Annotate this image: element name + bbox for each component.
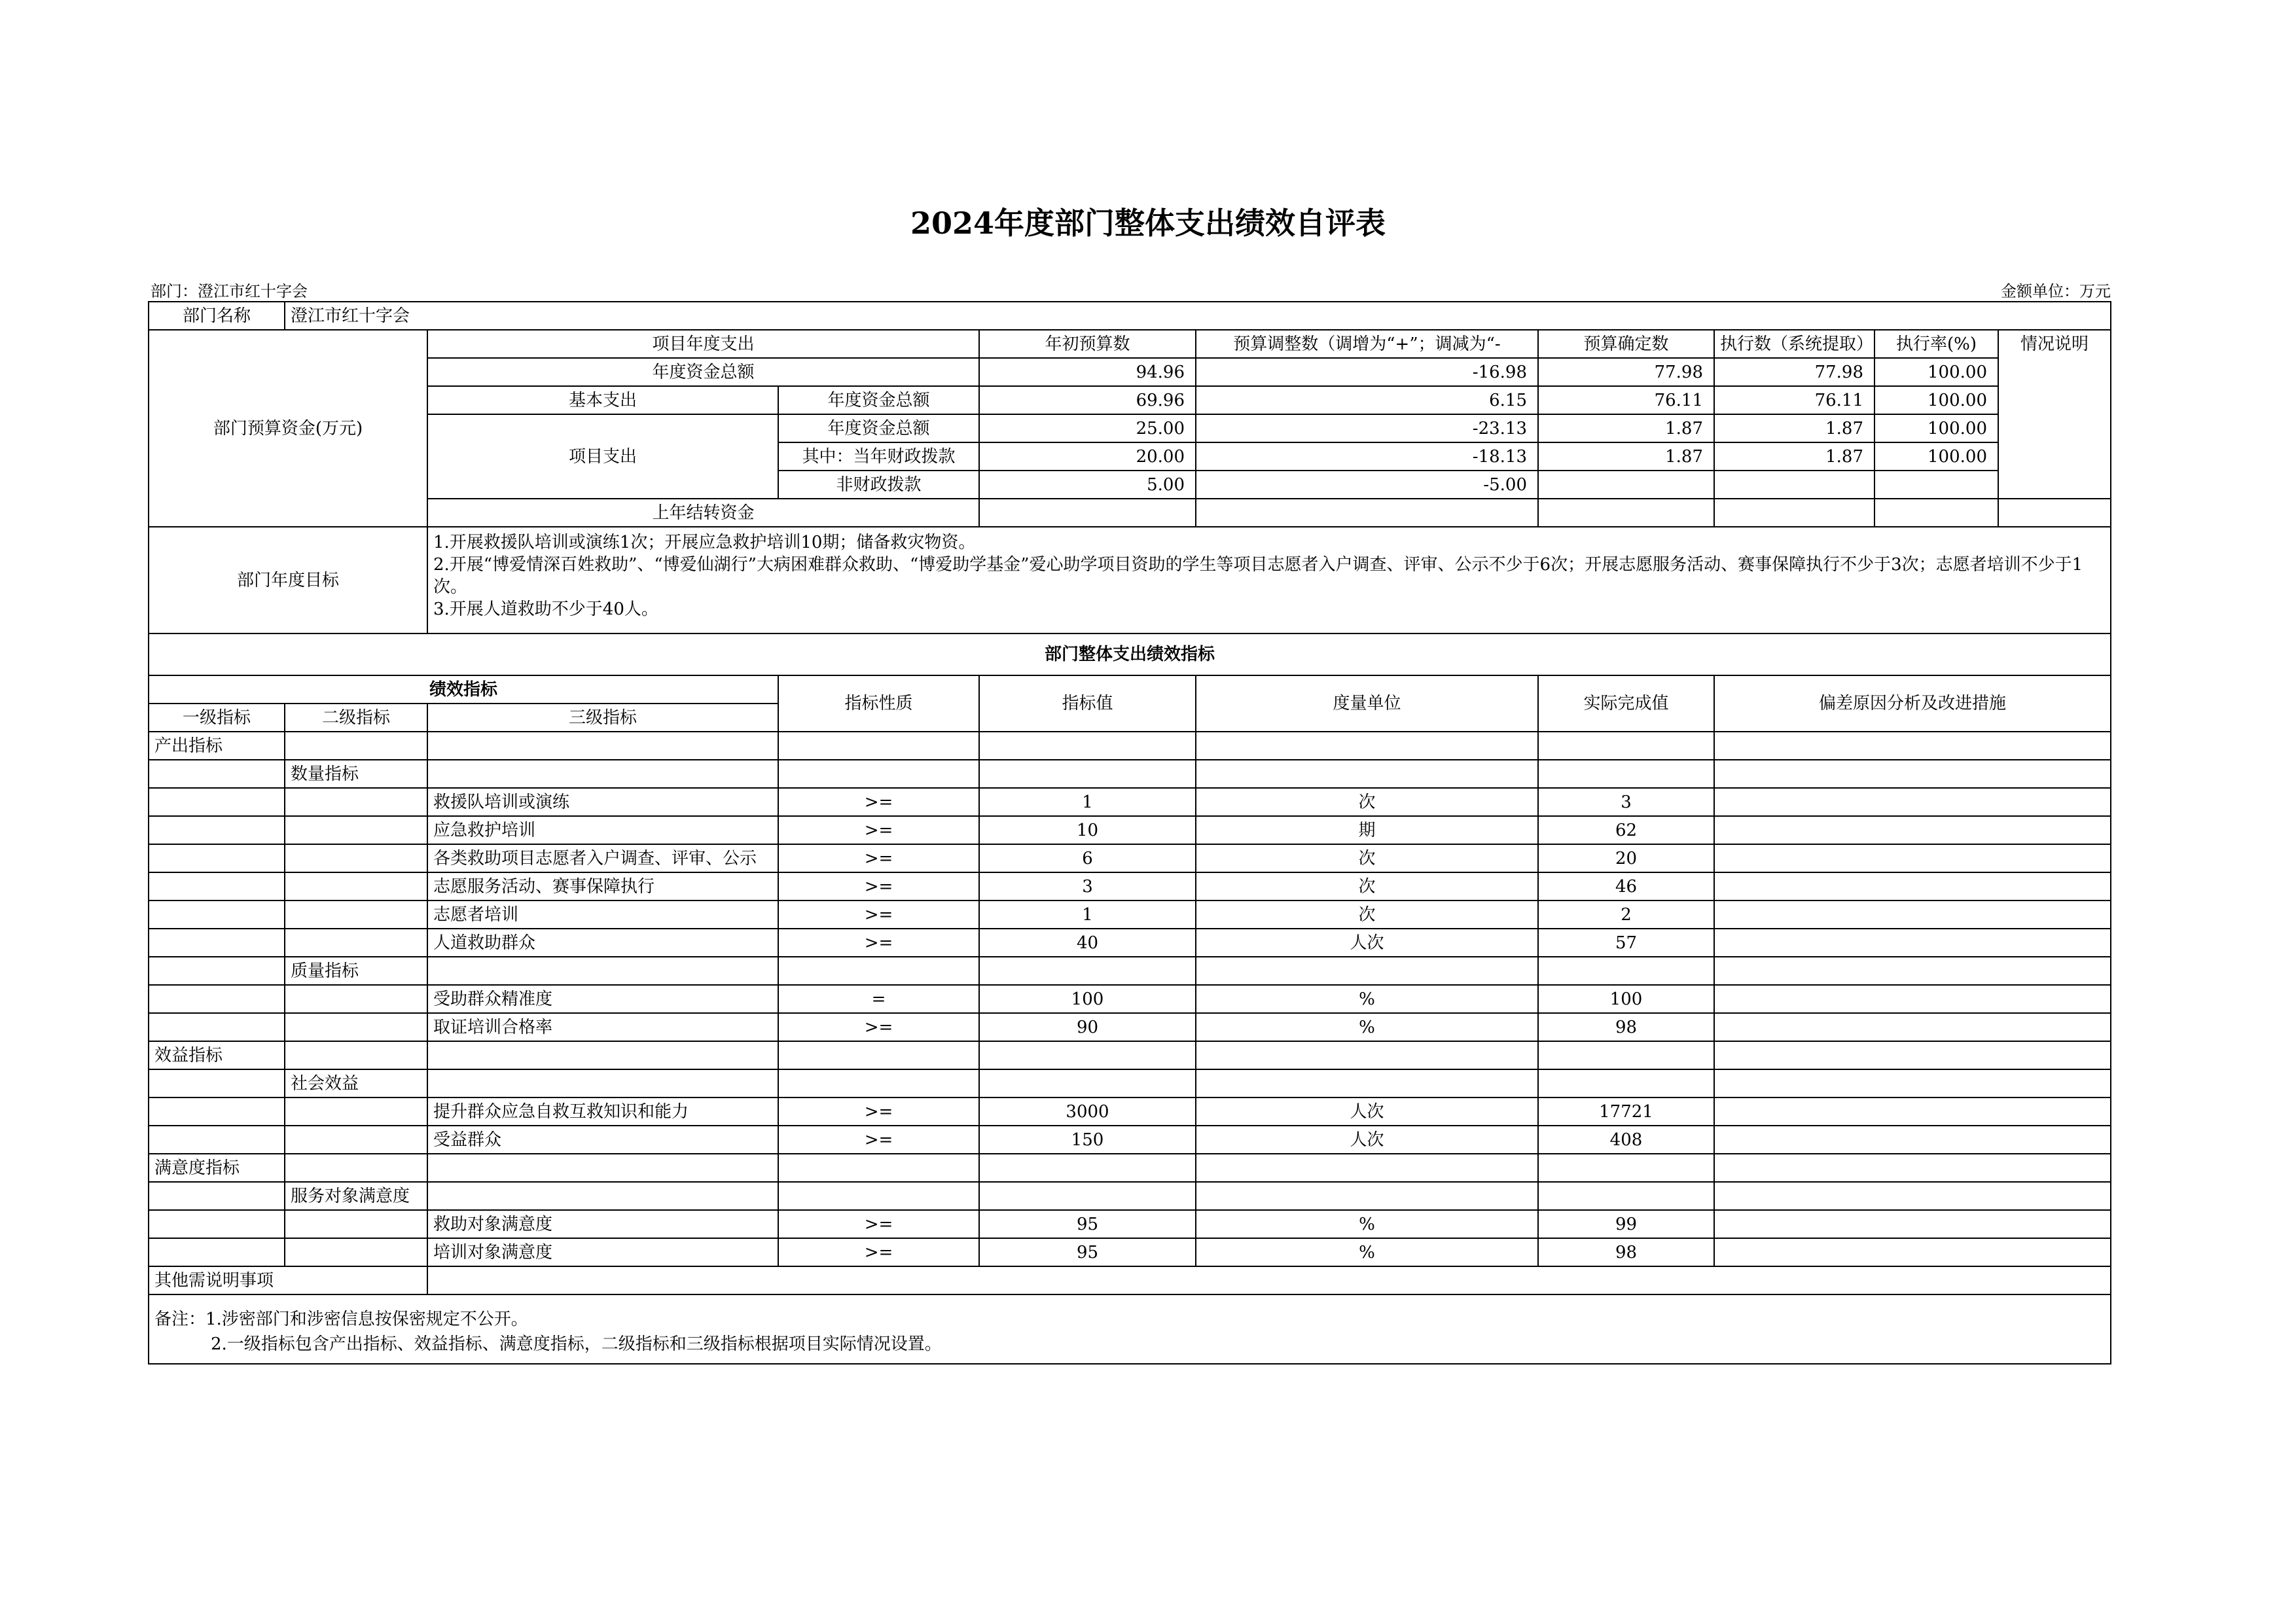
perf-level3: 志愿者培训 [427,901,778,929]
perf-level1: 满意度指标 [149,1154,285,1182]
perf-level2: 数量指标 [285,760,427,788]
perf-actual: 2 [1538,901,1714,929]
perf-nature: >= [778,816,979,844]
empty-cell [1874,499,1998,527]
perf-level1 [149,1182,285,1210]
perf-level1 [149,957,285,985]
perf-level3: 提升群众应急自救互救知识和能力 [427,1097,778,1126]
budget-project-total-final: 1.87 [1538,414,1714,442]
perf-row [149,1210,2111,1238]
perf-analysis [1714,1041,2111,1069]
perf-level2 [285,985,427,1013]
budget-project-total-rate: 100.00 [1874,414,1998,442]
perf-nature: >= [778,872,979,901]
perf-value: 150 [979,1126,1196,1154]
perf-actual: 17721 [1538,1097,1714,1126]
perf-level3: 应急救护培训 [427,816,778,844]
budget-basic-label: 基本支出 [427,386,778,414]
perf-row [149,1097,2111,1126]
perf-level1 [149,816,285,844]
perf-row [149,1238,2111,1266]
perf-row [149,732,2111,760]
perf-analysis [1714,1097,2111,1126]
perf-actual: 62 [1538,816,1714,844]
budget-header-adjust: 预算调整数（调增为“+”；调减为“- [1196,330,1538,358]
perf-actual: 20 [1538,844,1714,872]
perf-level1 [149,844,285,872]
budget-section-label: 部门预算资金(万元) [149,330,427,527]
perf-nature: >= [778,1210,979,1238]
perf-header-actual: 实际完成值 [1538,675,1714,732]
budget-project-label: 项目支出 [427,414,778,499]
perf-unit: 次 [1196,872,1538,901]
perf-level2 [285,1041,427,1069]
perf-row [149,957,2111,985]
budget-project-fiscal-executed: 1.87 [1714,442,1874,471]
perf-analysis [1714,901,2111,929]
perf-unit: 次 [1196,844,1538,872]
empty-cell [1874,471,1998,499]
budget-basic-row [149,386,2111,414]
perf-actual [1538,1069,1714,1097]
perf-nature: >= [778,929,979,957]
other-label: 其他需说明事项 [149,1266,427,1294]
perf-group-header: 绩效指标 [149,675,778,704]
perf-level1 [149,872,285,901]
dept-name-value: 澄江市红十字会 [285,302,2111,330]
perf-level1 [149,1013,285,1041]
notes-row [149,1294,2111,1364]
perf-unit: 次 [1196,788,1538,816]
perf-level3: 救助对象满意度 [427,1210,778,1238]
perf-header-row-1 [149,675,2111,704]
perf-analysis [1714,788,2111,816]
perf-level1 [149,760,285,788]
other-value [427,1266,2111,1294]
perf-value: 6 [979,844,1196,872]
perf-level2 [285,1238,427,1266]
perf-nature: >= [778,788,979,816]
budget-header-initial: 年初预算数 [979,330,1196,358]
perf-header-nature: 指标性质 [778,675,979,732]
perf-nature: >= [778,1126,979,1154]
perf-value: 95 [979,1238,1196,1266]
perf-unit: 人次 [1196,929,1538,957]
perf-value: 3 [979,872,1196,901]
perf-level3: 各类救助项目志愿者入户调查、评审、公示 [427,844,778,872]
perf-level1: 效益指标 [149,1041,285,1069]
perf-level1 [149,1097,285,1126]
perf-section-title: 部门整体支出绩效指标 [149,633,2111,675]
perf-actual: 3 [1538,788,1714,816]
perf-analysis [1714,1210,2111,1238]
budget-project-fiscal-adjust: -18.13 [1196,442,1538,471]
perf-level3 [427,957,778,985]
perf-analysis [1714,1154,2111,1182]
perf-level1: 产出指标 [149,732,285,760]
perf-level1 [149,901,285,929]
budget-basic-rate: 100.00 [1874,386,1998,414]
perf-unit [1196,732,1538,760]
budget-total-adjust: -16.98 [1196,358,1538,386]
perf-level3: 受益群众 [427,1126,778,1154]
budget-project-fiscal-final: 1.87 [1538,442,1714,471]
perf-actual: 408 [1538,1126,1714,1154]
perf-actual: 98 [1538,1238,1714,1266]
perf-nature: >= [778,1238,979,1266]
perf-value: 40 [979,929,1196,957]
perf-level2: 服务对象满意度 [285,1182,427,1210]
perf-row [149,1154,2111,1182]
budget-basic-sub: 年度资金总额 [778,386,979,414]
perf-nature: = [778,985,979,1013]
perf-unit [1196,1069,1538,1097]
perf-level2 [285,844,427,872]
perf-level2 [285,1013,427,1041]
perf-analysis [1714,760,2111,788]
empty-cell [1196,499,1538,527]
budget-basic-final: 76.11 [1538,386,1714,414]
perf-level2 [285,788,427,816]
perf-value [979,760,1196,788]
perf-header-level1: 一级指标 [149,704,285,732]
goal-line-2: 2.开展“博爱情深百姓救助”、“博爱仙湖行”大病困难群众救助、“博爱助学基金”爱心助学项目资助的学生等项目志愿者入户调查、评审、公示不少于6次；开展志愿服务活动、赛事保障执行不少于3次；志愿者培训不少于1次。 [433,555,2083,597]
unit-line: 金额单位：万元 [2001,282,2111,300]
perf-level3 [427,1182,778,1210]
department-line: 部门：澄江市红十字会 [151,282,308,300]
perf-actual: 98 [1538,1013,1714,1041]
budget-carryover-label: 上年结转资金 [427,499,979,527]
perf-value [979,1182,1196,1210]
empty-cell [1538,499,1714,527]
perf-nature [778,1154,979,1182]
perf-value: 1 [979,901,1196,929]
perf-level2 [285,1210,427,1238]
perf-unit [1196,1182,1538,1210]
perf-value: 95 [979,1210,1196,1238]
perf-level2: 社会效益 [285,1069,427,1097]
perf-row [149,901,2111,929]
perf-row [149,985,2111,1013]
perf-row [149,1069,2111,1097]
perf-analysis [1714,1013,2111,1041]
perf-header-level3: 三级指标 [427,704,778,732]
budget-project-total-adjust: -23.13 [1196,414,1538,442]
budget-header-final: 预算确定数 [1538,330,1714,358]
perf-unit: % [1196,1210,1538,1238]
perf-row [149,816,2111,844]
perf-actual: 46 [1538,872,1714,901]
perf-unit: % [1196,985,1538,1013]
perf-level3: 志愿服务活动、赛事保障执行 [427,872,778,901]
perf-header-level2: 二级指标 [285,704,427,732]
budget-project-row-1 [149,414,2111,442]
perf-actual [1538,732,1714,760]
perf-analysis [1714,1126,2111,1154]
budget-total-initial: 94.96 [979,358,1196,386]
perf-row [149,844,2111,872]
perf-header-unit: 度量单位 [1196,675,1538,732]
perf-level3 [427,1069,778,1097]
perf-nature: >= [778,844,979,872]
perf-value: 3000 [979,1097,1196,1126]
perf-level1 [149,1126,285,1154]
perf-analysis [1714,1182,2111,1210]
budget-project-nonfiscal-initial: 5.00 [979,471,1196,499]
budget-basic-initial: 69.96 [979,386,1196,414]
perf-level1 [149,788,285,816]
empty-cell [1998,499,2111,527]
perf-level3: 人道救助群众 [427,929,778,957]
perf-unit [1196,1154,1538,1182]
perf-value: 10 [979,816,1196,844]
empty-cell [1714,471,1874,499]
perf-row [149,1126,2111,1154]
perf-unit [1196,1041,1538,1069]
budget-header-executed: 执行数（系统提取） [1714,330,1874,358]
perf-value: 100 [979,985,1196,1013]
perf-level2 [285,732,427,760]
perf-analysis [1714,985,2111,1013]
perf-level2 [285,1154,427,1182]
perf-value [979,1154,1196,1182]
perf-row [149,1182,2111,1210]
goal-text [427,527,2111,633]
budget-total-row [149,358,2111,386]
perf-analysis [1714,957,2111,985]
perf-value: 1 [979,788,1196,816]
perf-value [979,1069,1196,1097]
perf-level2 [285,1126,427,1154]
perf-value [979,957,1196,985]
budget-total-executed: 77.98 [1714,358,1874,386]
other-row [149,1266,2111,1294]
perf-level2 [285,872,427,901]
perf-nature [778,1069,979,1097]
perf-level2 [285,901,427,929]
budget-total-label: 年度资金总额 [427,358,979,386]
goal-row [149,527,2111,633]
perf-analysis [1714,1238,2111,1266]
perf-level3 [427,1041,778,1069]
perf-analysis [1714,929,2111,957]
perf-nature: >= [778,1013,979,1041]
page-title: 2024年度部门整体支出绩效自评表 [910,205,1386,241]
perf-level3: 受助群众精准度 [427,985,778,1013]
empty-cell [979,499,1196,527]
perf-actual: 57 [1538,929,1714,957]
perf-header-analysis: 偏差原因分析及改进措施 [1714,675,2111,732]
perf-rows [149,732,2111,1266]
perf-analysis [1714,1069,2111,1097]
budget-project-fiscal-rate: 100.00 [1874,442,1998,471]
perf-nature: >= [778,1097,979,1126]
perf-row [149,788,2111,816]
perf-row [149,929,2111,957]
perf-header-value: 指标值 [979,675,1196,732]
perf-actual: 99 [1538,1210,1714,1238]
perf-value [979,732,1196,760]
perf-actual [1538,957,1714,985]
perf-level1 [149,985,285,1013]
perf-level3: 救援队培训或演练 [427,788,778,816]
perf-level3: 取证培训合格率 [427,1013,778,1041]
budget-project-total-initial: 25.00 [979,414,1196,442]
perf-analysis [1714,732,2111,760]
perf-level2: 质量指标 [285,957,427,985]
budget-total-rate: 100.00 [1874,358,1998,386]
perf-row [149,1041,2111,1069]
perf-analysis [1714,844,2111,872]
budget-project-nonfiscal-adjust: -5.00 [1196,471,1538,499]
perf-actual [1538,1154,1714,1182]
perf-section-row [149,633,2111,675]
note-line-1: 备注：1.涉密部门和涉密信息按保密规定不公开。 [154,1310,528,1329]
perf-unit: % [1196,1238,1538,1266]
perf-level1 [149,1238,285,1266]
perf-nature: >= [778,901,979,929]
budget-project-fiscal-initial: 20.00 [979,442,1196,471]
perf-actual [1538,760,1714,788]
perf-nature [778,760,979,788]
budget-project-fiscal-label: 其中：当年财政拨款 [778,442,979,471]
perf-level1 [149,929,285,957]
perf-level3 [427,732,778,760]
self-evaluation-table [148,301,2111,1364]
budget-project-total-executed: 1.87 [1714,414,1874,442]
perf-row [149,1013,2111,1041]
budget-carryover-row [149,499,2111,527]
perf-analysis [1714,816,2111,844]
perf-value: 90 [979,1013,1196,1041]
perf-level1 [149,1210,285,1238]
perf-row [149,760,2111,788]
perf-level2 [285,929,427,957]
perf-value [979,1041,1196,1069]
empty-cell [1714,499,1874,527]
budget-project-nonfiscal-label: 非财政拨款 [778,471,979,499]
perf-analysis [1714,872,2111,901]
perf-level3 [427,1154,778,1182]
budget-basic-executed: 76.11 [1714,386,1874,414]
perf-level3: 培训对象满意度 [427,1238,778,1266]
dept-name-row [149,302,2111,330]
dept-name-label: 部门名称 [149,302,285,330]
goal-line-1: 1.开展救援队培训或演练1次；开展应急救护培训10期；储备救灾物资。 [433,533,976,552]
perf-unit: 人次 [1196,1097,1538,1126]
perf-level1 [149,1069,285,1097]
perf-actual [1538,1041,1714,1069]
perf-level2 [285,816,427,844]
empty-cell [1538,471,1714,499]
goal-line-3: 3.开展人道救助不少于40人。 [433,599,658,619]
perf-nature [778,1182,979,1210]
perf-nature [778,957,979,985]
perf-actual: 100 [1538,985,1714,1013]
perf-level2 [285,1097,427,1126]
perf-unit: 次 [1196,901,1538,929]
budget-basic-adjust: 6.15 [1196,386,1538,414]
budget-header-notes: 情况说明 [1998,330,2111,499]
perf-unit [1196,957,1538,985]
notes [149,1294,2111,1364]
budget-header-rate: 执行率(%) [1874,330,1998,358]
goal-label: 部门年度目标 [149,527,427,633]
perf-row [149,872,2111,901]
perf-level3 [427,760,778,788]
budget-header-item: 项目年度支出 [427,330,979,358]
budget-header-row [149,330,2111,358]
perf-nature [778,1041,979,1069]
note-line-2: 2.一级指标包含产出指标、效益指标、满意度指标，二级指标和三级指标根据项目实际情况设置。 [211,1334,942,1354]
perf-unit [1196,760,1538,788]
perf-unit: 人次 [1196,1126,1538,1154]
budget-total-final: 77.98 [1538,358,1714,386]
perf-nature [778,732,979,760]
perf-unit: % [1196,1013,1538,1041]
perf-unit: 期 [1196,816,1538,844]
budget-project-total-label: 年度资金总额 [778,414,979,442]
perf-actual [1538,1182,1714,1210]
